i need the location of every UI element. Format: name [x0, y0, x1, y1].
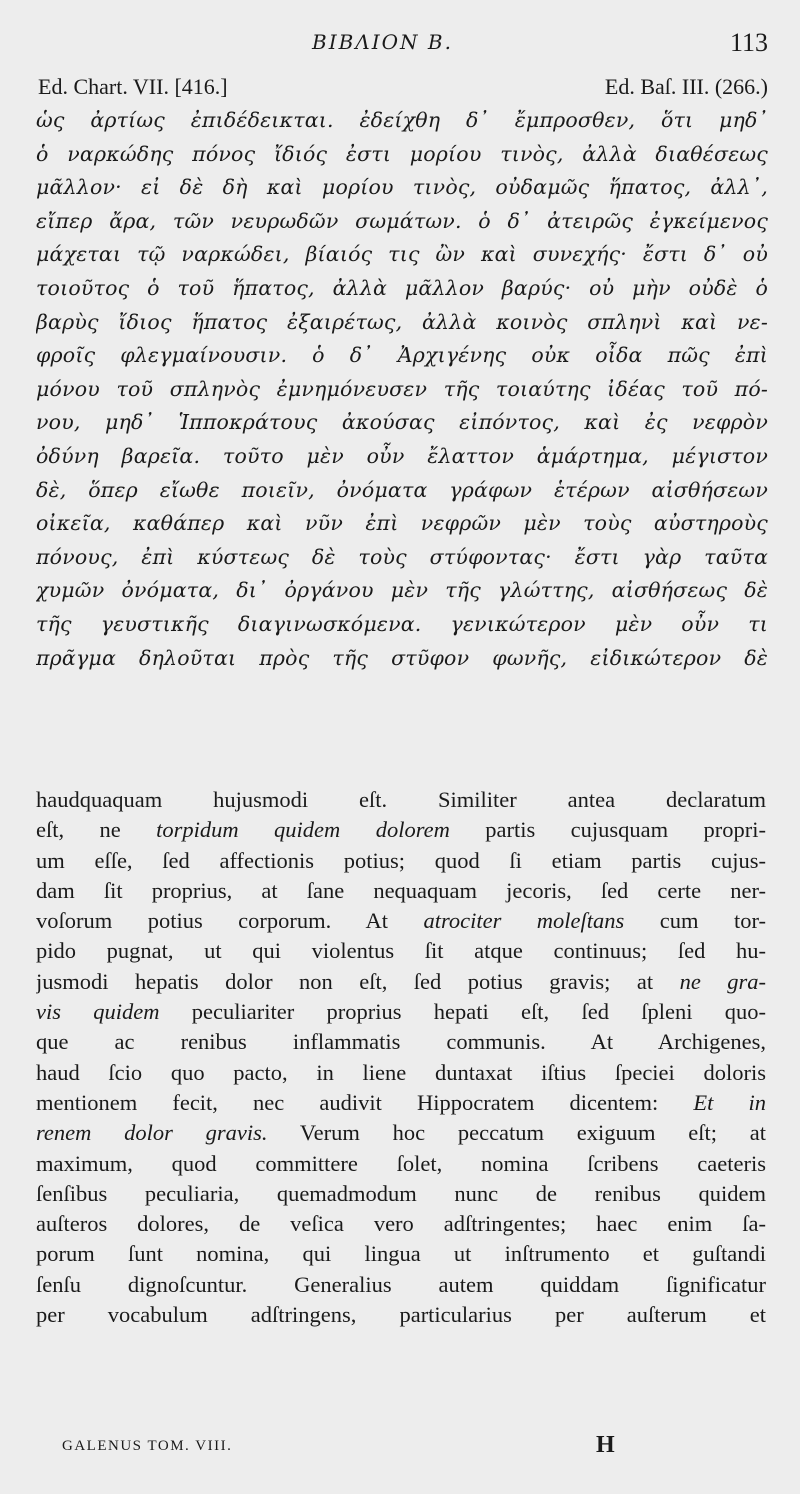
- latin-text-line: voſorum potius corporum. At atrociter moleſtans cum tor-: [36, 908, 766, 934]
- latin-text-line: vis quidem peculiariter proprius hepati eſt, ſed ſpleni quo-: [36, 999, 766, 1025]
- greek-text-line: ὡς ἀρτίως ἐπιδέδεικται. ἐδείχθη δ᾽ ἔμπροσθεν, ὅτι μηδ᾽: [36, 108, 768, 132]
- latin-text-line: que ac renibus inflammatis communis. At Archigenes,: [36, 1029, 766, 1055]
- latin-text-line: mentionem fecit, nec audivit Hippocratem dicentem: Et in: [36, 1089, 766, 1115]
- latin-text-line: um eſſe, ſed affectionis potius; quod ſi etiam partis cujus-: [36, 847, 766, 873]
- latin-text-line: porum ſunt nomina, qui lingua ut inſtrumento et guſtandi: [36, 1241, 766, 1267]
- volume-footer: GALENUS TOM. VIII.: [62, 1438, 233, 1454]
- latin-text-line: eſt, ne torpidum quidem dolorem partis cujusquam propri-: [36, 817, 766, 843]
- greek-text-line: εἴπερ ἄρα, τῶν νευρωδῶν σωμάτων. ὁ δ᾽ ἀτειρῶς ἐγκείμενος: [36, 208, 768, 233]
- latin-text-line: renem dolor gravis. Verum hoc peccatum exiguum eſt; at: [36, 1120, 766, 1146]
- greek-text-line: τῆς γευστικῆς διαγινωσκόμενα. γενικώτερον μὲν οὖν τι: [36, 611, 768, 636]
- latin-text-line: jusmodi hepatis dolor non eſt, ſed potius gravis; at ne gra-: [36, 968, 766, 994]
- signature-mark: H: [596, 1432, 615, 1458]
- greek-text-line: ὁ ναρκώδης πόνος ἴδιός ἐστι μορίου τινὸς, ἀλλὰ διαθέσεως: [36, 141, 768, 166]
- greek-text-line: μάχεται τῷ ναρκώδει, βίαιός τις ὢν καὶ συνεχής· ἔστι δ᾽ οὐ: [36, 242, 768, 267]
- greek-text-line: πόνους, ἐπὶ κύστεως δὲ τοὺς στύφοντας· ἔστι γὰρ ταῦτα: [36, 544, 768, 569]
- edition-bas-reference: Ed. Baſ. III. (266.): [604, 74, 768, 99]
- latin-text-line: ſenſu dignoſcuntur. Generalius autem quiddam ſignificatur: [36, 1271, 766, 1297]
- latin-text-line: per vocabulum adſtringens, particularius per auſterum et: [36, 1302, 766, 1328]
- italic-phrase: atrociter moleſtans: [423, 908, 625, 934]
- greek-text-line: μόνου τοῦ σπληνὸς ἐμνημόνευσεν τῆς τοιαύτης ἰδέας τοῦ πό-: [36, 376, 768, 401]
- latin-translation-block: [36, 785, 766, 1330]
- running-title: BIBΛION B.: [312, 30, 453, 54]
- latin-text-line: auſteros dolores, de veſica vero adſtringentes; haec enim ſa-: [36, 1211, 766, 1237]
- edition-references: [38, 74, 768, 104]
- italic-phrase: torpidum quidem dolorem: [156, 817, 450, 843]
- latin-text-line: pido pugnat, ut qui violentus ſit atque continuus; ſed hu-: [36, 938, 766, 964]
- greek-text-line: νου, μηδ᾽ Ἱπποκράτους ἀκούσας εἰπόντος, καὶ ἐς νεφρὸν: [36, 410, 768, 435]
- greek-text-block: [36, 104, 768, 675]
- latin-text-line: maximum, quod committere ſolet, nomina ſcribens caeteris: [36, 1150, 766, 1176]
- italic-phrase: Et in: [693, 1089, 766, 1115]
- edition-chart-reference: Ed. Chart. VII. [416.]: [38, 74, 228, 99]
- greek-text-line: βαρὺς ἴδιος ἥπατος ἐξαιρέτως, ἀλλὰ κοινὸς σπληνὶ καὶ νε-: [36, 309, 768, 334]
- greek-text-line: δὲ, ὅπερ εἴωθε ποιεῖν, ὀνόματα γράφων ἑτέρων αἰσθήσεων: [36, 477, 768, 502]
- latin-text-line: haudquaquam hujusmodi eſt. Similiter antea declaratum: [36, 787, 766, 812]
- latin-text-line: haud ſcio quo pacto, in liene duntaxat iſtius ſpeciei doloris: [36, 1059, 766, 1085]
- latin-text-line: ſenſibus peculiaria, quemadmodum nunc de renibus quidem: [36, 1180, 766, 1206]
- italic-phrase: ne gra-: [679, 968, 766, 994]
- greek-text-line: ὀδύνη βαρεῖα. τοῦτο μὲν οὖν ἔλαττον ἁμάρτημα, μέγιστον: [36, 443, 768, 468]
- running-head: [0, 30, 800, 64]
- latin-text-line: dam ſit proprius, at ſane nequaquam jecoris, ſed certe ner-: [36, 877, 766, 903]
- italic-phrase: vis quidem: [36, 999, 160, 1025]
- greek-text-line: μᾶλλον· εἰ δὲ δὴ καὶ μορίου τινὸς, οὐδαμῶς ἥπατος, ἀλλ᾽,: [36, 175, 768, 200]
- greek-text-line: χυμῶν ὀνόματα, δι᾽ ὀργάνου μὲν τῆς γλώττης, αἰσθήσεως δὲ: [36, 578, 768, 603]
- page-footer: [36, 1434, 768, 1464]
- italic-phrase: renem dolor gravis.: [36, 1120, 268, 1146]
- page-number: 113: [729, 28, 768, 57]
- greek-text-line: πρᾶγμα δηλοῦται πρὸς τῆς στῦφον φωνῆς, εἰδικώτερον δὲ: [36, 645, 768, 670]
- greek-text-line: φροῖς φλεγμαίνουσιν. ὁ δ᾽ Ἀρχιγένης οὐκ οἶδα πῶς ἐπὶ: [36, 343, 768, 368]
- greek-text-line: τοιοῦτος ὁ τοῦ ἥπατος, ἀλλὰ μᾶλλον βαρύς· οὐ μὴν οὐδὲ ὁ: [36, 275, 768, 300]
- greek-text-line: οἰκεῖα, καθάπερ καὶ νῦν ἐπὶ νεφρῶν μὲν τοὺς αὐστηροὺς: [36, 511, 768, 536]
